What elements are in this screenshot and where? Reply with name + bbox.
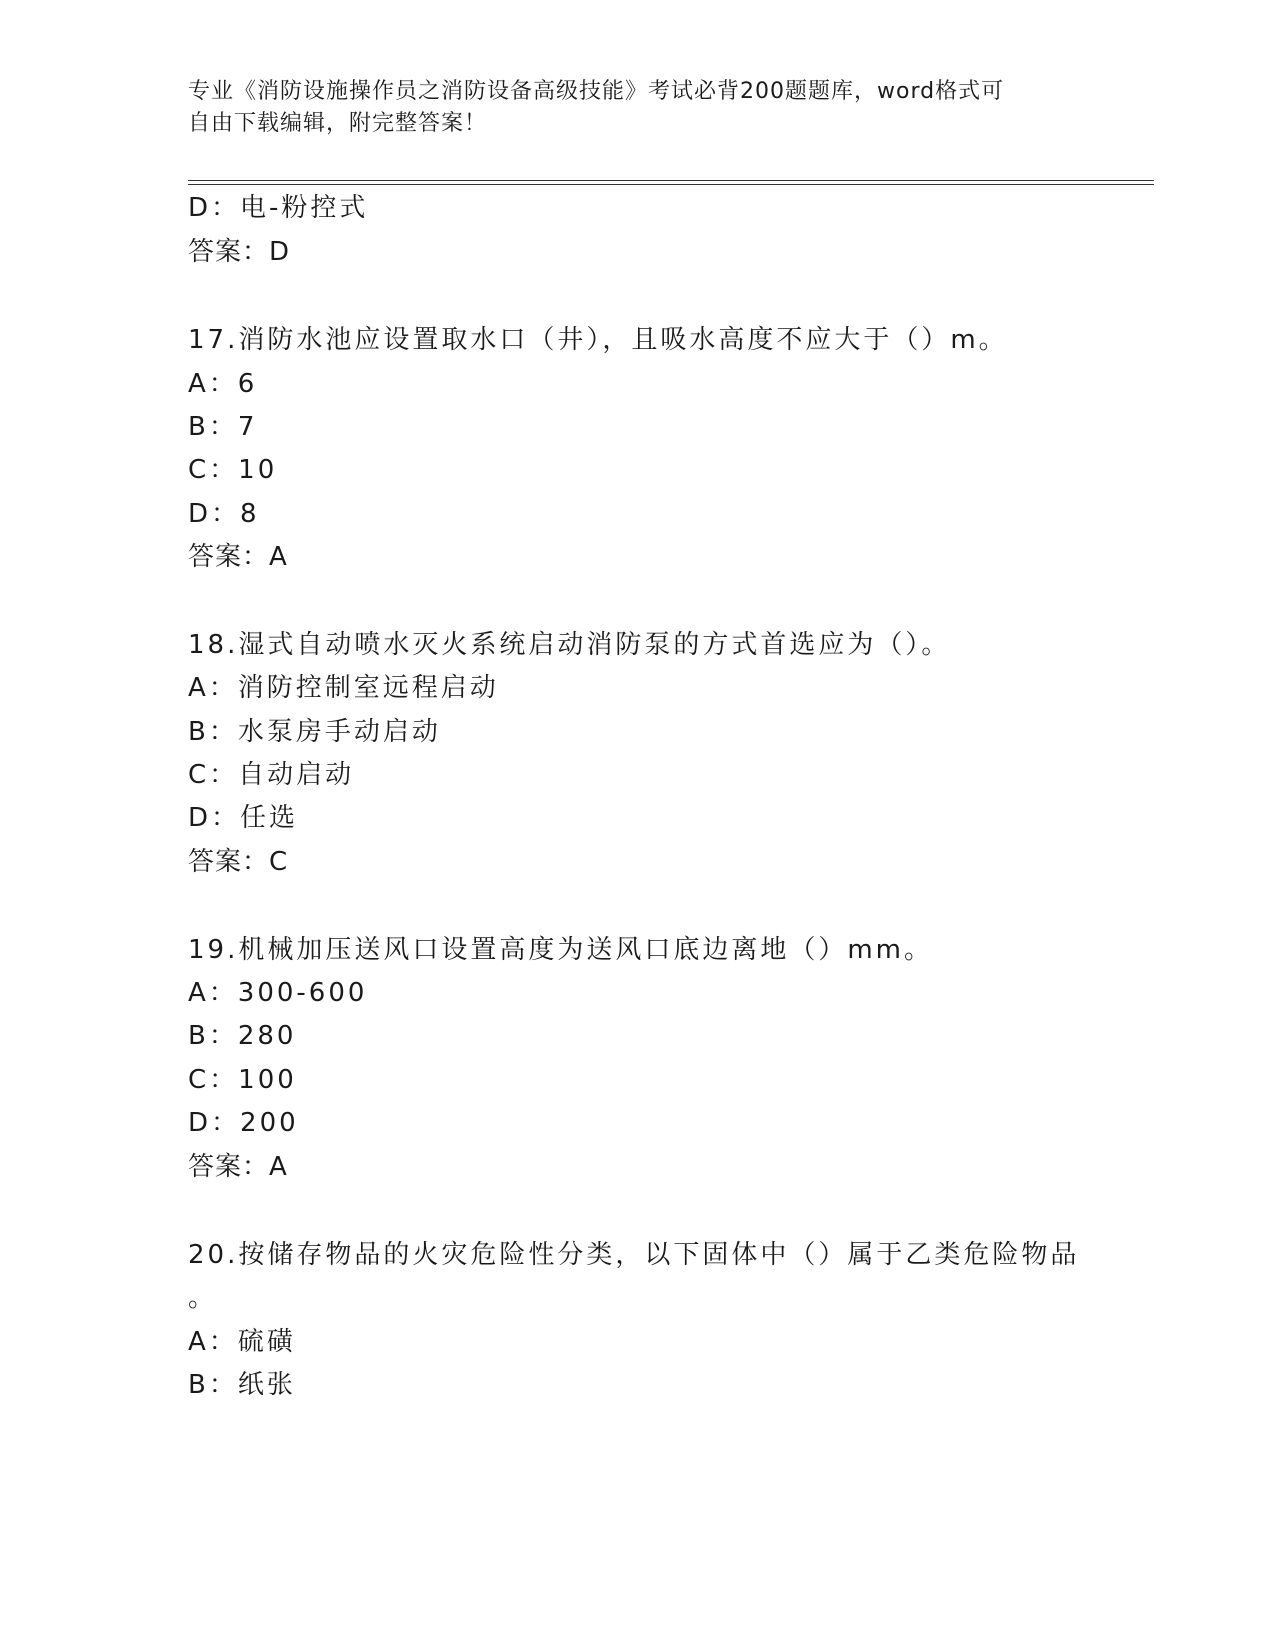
q19-answer: 答案：A (188, 1152, 288, 1182)
q19-option-d: D：200 (188, 1108, 299, 1138)
q18-stem: 18.湿式自动喷水灭火系统启动消防泵的方式首选应为（）。 (188, 630, 951, 660)
q18-option-d: D：任选 (188, 803, 299, 833)
prev-option-d: D：电-粉控式 (188, 193, 369, 223)
q18-option-b: B：水泵房手动启动 (188, 717, 441, 747)
document-header (188, 76, 1088, 140)
header-line-2: 自由下载编辑，附完整答案！ (188, 111, 488, 136)
q20-stem-line-1: 20.按储存物品的火灾危险性分类，以下固体中（）属于乙类危险物品 (188, 1240, 1080, 1270)
header-line-1: 专业《消防设施操作员之消防设备高级技能》考试必背200题题库，word格式可 (188, 79, 1005, 104)
q19-option-b: B：280 (188, 1021, 297, 1051)
q20-option-b: B：纸张 (188, 1370, 296, 1400)
q17-stem: 17.消防水池应设置取水口（井），且吸水高度不应大于（）m。 (188, 325, 1008, 355)
header-divider-top (188, 180, 1154, 181)
prev-answer: 答案：D (188, 237, 291, 267)
q19-stem: 19.机械加压送风口设置高度为送风口底边离地（）mm。 (188, 935, 934, 965)
q19-option-c: C：100 (188, 1065, 297, 1095)
q18-answer: 答案：C (188, 847, 289, 877)
q17-option-a: A：6 (188, 369, 258, 399)
q20-option-a: A：硫磺 (188, 1327, 296, 1357)
q17-option-b: B：7 (188, 412, 258, 442)
q18-option-c: C：自动启动 (188, 760, 355, 790)
q17-answer: 答案：A (188, 542, 288, 572)
q20-stem-line-2: 。 (188, 1283, 218, 1313)
header-divider-bottom (188, 184, 1154, 185)
q19-option-a: A：300-600 (188, 978, 368, 1008)
q17-option-c: C：10 (188, 455, 278, 485)
q18-option-a: A：消防控制室远程启动 (188, 673, 499, 703)
q17-option-d: D：8 (188, 499, 260, 529)
